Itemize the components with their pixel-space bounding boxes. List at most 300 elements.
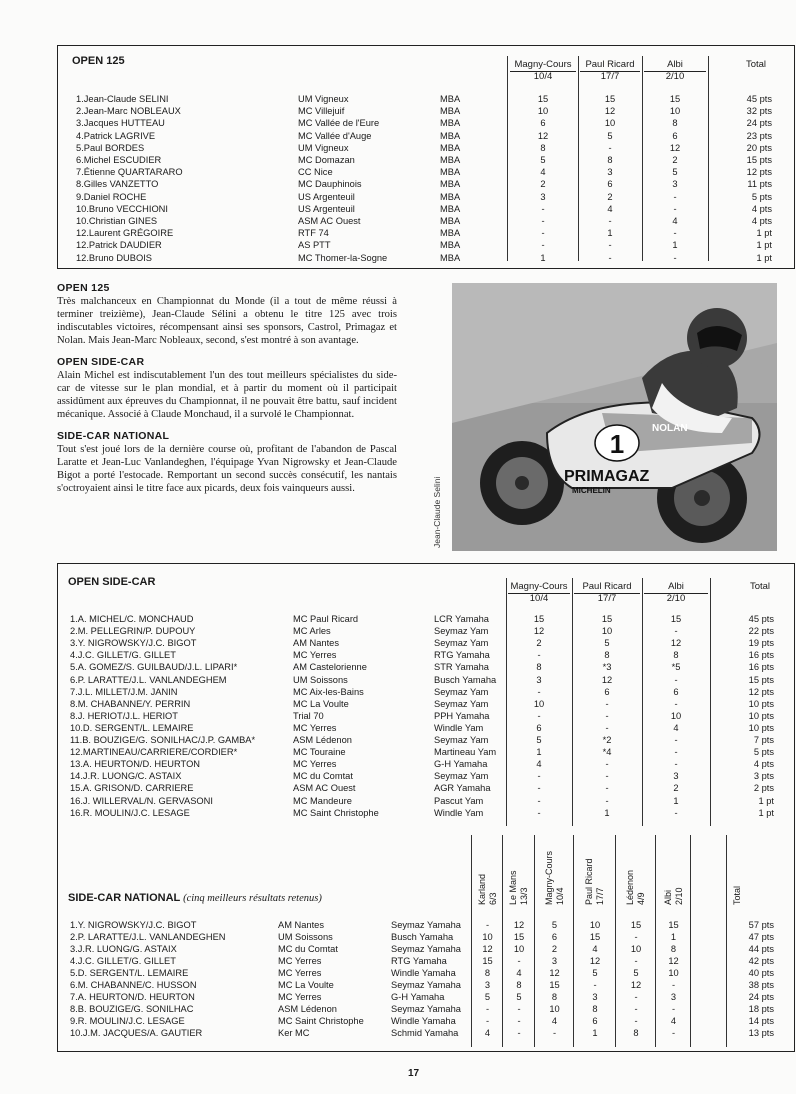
machine-name: AGR Yamaha bbox=[434, 783, 491, 794]
result-paul-ricard: 6 bbox=[607, 179, 613, 190]
total-points: 4 pts bbox=[753, 759, 774, 770]
round-result: 4 bbox=[516, 968, 522, 978]
club-name: MC Yerres bbox=[278, 992, 322, 1002]
article-heading-open-sidecar: OPEN SIDE-CAR bbox=[57, 356, 145, 368]
round-result: 3 bbox=[592, 992, 598, 1002]
column-header-top: Albi bbox=[662, 889, 673, 905]
result-paul-ricard: - bbox=[605, 698, 609, 709]
result-albi: 3 bbox=[672, 179, 678, 190]
club-name: MC Saint Christophe bbox=[293, 807, 379, 818]
result-paul-ricard: - bbox=[608, 142, 612, 153]
total-points: 13 pts bbox=[748, 1028, 774, 1038]
column-header-top: Paul Ricard bbox=[584, 858, 594, 905]
table-row bbox=[58, 1003, 794, 1015]
club-name: MC Yerres bbox=[293, 650, 337, 661]
result-magny-cours: 2 bbox=[536, 638, 542, 649]
crew-names: 10.J.M. JACQUES/A. GAUTIER bbox=[70, 1028, 203, 1038]
crew-names: 11.B. BOUZIGE/G. SONILHAC/J.P. GAMBA* bbox=[70, 735, 256, 745]
total-points: 1 pt bbox=[758, 807, 774, 818]
round-result: 10 bbox=[513, 944, 525, 954]
table-row bbox=[58, 955, 794, 967]
table-row bbox=[58, 203, 794, 215]
column-header-bottom: 6/3 bbox=[487, 892, 498, 905]
result-paul-ricard: 3 bbox=[607, 167, 613, 178]
result-paul-ricard: 12 bbox=[601, 674, 613, 685]
table-row bbox=[58, 710, 794, 722]
result-albi: 2 bbox=[672, 155, 678, 165]
crew-names: 6.M. CHABANNE/C. HUSSON bbox=[70, 980, 197, 990]
machine-name: Martineau Yam bbox=[434, 747, 497, 758]
result-albi: - bbox=[674, 807, 678, 818]
open-sidecar-table bbox=[57, 563, 795, 831]
machine-name: Busch Yamaha bbox=[434, 674, 497, 685]
result-magny-cours: 12 bbox=[533, 626, 545, 637]
club-name: US Argenteuil bbox=[298, 191, 355, 202]
result-magny-cours: - bbox=[537, 710, 541, 721]
total-points: 15 pts bbox=[748, 674, 774, 685]
rider-name: 4.Patrick LAGRIVE bbox=[76, 130, 156, 141]
result-magny-cours: 5 bbox=[536, 735, 542, 745]
result-paul-ricard: *4 bbox=[602, 747, 612, 758]
total-points: 20 pts bbox=[746, 142, 772, 153]
table-row bbox=[58, 105, 794, 117]
round-result: 10 bbox=[668, 968, 679, 978]
total-points: 3 pts bbox=[753, 771, 774, 782]
column-header-top: Total bbox=[732, 885, 742, 905]
total-points: 47 pts bbox=[748, 932, 774, 942]
result-albi: 10 bbox=[669, 106, 681, 117]
table-row bbox=[58, 782, 794, 794]
table-row bbox=[58, 770, 794, 782]
column-header bbox=[508, 582, 570, 604]
rider-name: 10.Bruno VECCHIONI bbox=[76, 203, 168, 214]
rider-name: 3.Jacques HUTTEAU bbox=[76, 118, 165, 129]
table-row bbox=[58, 142, 794, 154]
result-albi: 15 bbox=[669, 94, 681, 104]
machine-name: Seymaz Yam bbox=[434, 771, 489, 782]
round-result: - bbox=[485, 1004, 490, 1014]
club-name: UM Vigneux bbox=[298, 142, 349, 153]
table-row bbox=[58, 931, 794, 943]
table-row bbox=[58, 758, 794, 770]
round-result: 15 bbox=[668, 920, 679, 930]
result-albi: *5 bbox=[671, 662, 681, 673]
column-header-top: Magny-Cours bbox=[543, 850, 554, 905]
table-row bbox=[58, 979, 794, 991]
bike-name: MBA bbox=[440, 252, 461, 263]
column-header bbox=[644, 60, 706, 82]
result-paul-ricard: - bbox=[605, 722, 609, 733]
round-result: 5 bbox=[516, 992, 522, 1002]
bike-name: MBA bbox=[440, 240, 461, 251]
table-row bbox=[58, 252, 794, 264]
club-name: MC Villejuif bbox=[298, 106, 345, 117]
result-magny-cours: 15 bbox=[533, 614, 545, 624]
result-magny-cours: 8 bbox=[536, 662, 542, 673]
total-points: 16 pts bbox=[748, 662, 774, 673]
result-magny-cours: 12 bbox=[537, 130, 549, 141]
column-header-bottom: 2/10 bbox=[666, 593, 686, 604]
round-result: 10 bbox=[589, 920, 601, 930]
total-points: 5 pts bbox=[753, 747, 774, 758]
round-result: 8 bbox=[670, 944, 677, 954]
machine-name: Seymaz Yam bbox=[434, 638, 489, 649]
result-magny-cours: 6 bbox=[536, 722, 542, 733]
table-row bbox=[58, 967, 794, 979]
result-albi: - bbox=[674, 747, 678, 758]
result-albi: 2 bbox=[673, 783, 679, 794]
result-paul-ricard: *2 bbox=[602, 735, 612, 745]
round-result: 8 bbox=[551, 992, 558, 1002]
result-magny-cours: 4 bbox=[540, 167, 546, 178]
table-row bbox=[58, 807, 794, 819]
round-result: 4 bbox=[484, 1028, 491, 1038]
national-sidecar-title bbox=[68, 892, 322, 904]
crew-names: 16.J. WILLERVAL/N. GERVASONI bbox=[70, 795, 213, 806]
column-header bbox=[510, 60, 576, 82]
result-albi: 1 bbox=[673, 795, 679, 806]
column-header-bottom: 4/9 bbox=[636, 892, 646, 905]
bike-name: MBA bbox=[440, 191, 461, 202]
machine-name: G-H Yamaha bbox=[391, 992, 445, 1002]
result-paul-ricard: 10 bbox=[601, 626, 613, 637]
fairing-number: 1 bbox=[609, 429, 625, 459]
total-points: 40 pts bbox=[748, 968, 774, 978]
round-result: 8 bbox=[516, 980, 522, 990]
round-result: 15 bbox=[630, 920, 642, 930]
rider-name: 12.Patrick DAUDIER bbox=[76, 240, 162, 251]
open125-table bbox=[57, 45, 795, 269]
bike-name: MBA bbox=[440, 179, 461, 190]
result-magny-cours: 10 bbox=[537, 106, 549, 117]
round-result: 3 bbox=[670, 992, 677, 1002]
round-result: 8 bbox=[633, 1028, 639, 1038]
column-header-bottom: 17/7 bbox=[600, 71, 620, 82]
total-points: 19 pts bbox=[748, 638, 774, 649]
total-points: 45 pts bbox=[748, 614, 774, 624]
result-magny-cours: 1 bbox=[536, 747, 542, 758]
table-row bbox=[58, 698, 794, 710]
machine-name: STR Yamaha bbox=[434, 662, 489, 673]
rider-name: 10.Christian GINES bbox=[76, 216, 158, 226]
result-albi: 1 bbox=[672, 240, 678, 251]
article-heading-national-sidecar: SIDE-CAR NATIONAL bbox=[57, 430, 170, 442]
result-paul-ricard: 15 bbox=[604, 94, 616, 104]
crew-names: 15.A. GRISON/D. CARRIERE bbox=[70, 783, 194, 794]
round-result: - bbox=[671, 1028, 676, 1038]
result-magny-cours: 15 bbox=[537, 94, 549, 104]
total-points: 10 pts bbox=[748, 710, 774, 721]
column-header-top: Paul Ricard bbox=[580, 60, 640, 72]
crew-names: 9.R. MOULIN/J.C. LESAGE bbox=[70, 1016, 185, 1026]
round-result: - bbox=[671, 980, 676, 990]
column-header-top: Paul Ricard bbox=[574, 582, 640, 594]
result-albi: - bbox=[673, 191, 677, 202]
machine-name: RTG Yamaha bbox=[391, 956, 447, 966]
machine-name: Seymaz Yamaha bbox=[391, 920, 461, 930]
club-name: MC Domazan bbox=[298, 155, 355, 165]
round-result: 8 bbox=[592, 1004, 598, 1014]
club-name: MC Dauphinois bbox=[298, 179, 362, 190]
result-paul-ricard: - bbox=[605, 759, 609, 770]
total-points: 24 pts bbox=[746, 118, 772, 129]
column-header-top: Karland bbox=[476, 873, 487, 905]
round-result: - bbox=[485, 1016, 490, 1026]
round-result: 5 bbox=[592, 968, 598, 978]
column-header-top: Albi bbox=[644, 60, 706, 72]
crew-names: 10.D. SERGENT/L. LEMAIRE bbox=[70, 722, 194, 733]
table-row bbox=[58, 227, 794, 239]
total-points: 45 pts bbox=[746, 94, 772, 104]
column-header-bottom: 17/7 bbox=[597, 593, 617, 604]
round-result: 5 bbox=[551, 920, 558, 930]
table-row bbox=[58, 746, 794, 758]
national-sidecar-title-text: SIDE-CAR NATIONAL bbox=[68, 892, 181, 904]
result-paul-ricard: 8 bbox=[604, 650, 610, 661]
result-albi: - bbox=[673, 203, 677, 214]
club-name: MC Vallée de l'Eure bbox=[298, 118, 380, 129]
column-header-bottom: 10/4 bbox=[529, 593, 549, 604]
article-paragraph-open-sidecar: Alain Michel est indiscutablement l'un des tout meilleurs spécialistes du side-car de vitesse sur le plan mondial, et à partir du moment où il participait assidûment aux épreuves du Championnat, il ne pouvait être battu, sauf incident mécanique. Associé à Claude Monchaud, il a survolé le Championnat. bbox=[57, 370, 397, 420]
rider-name: 5.Paul BORDES bbox=[76, 142, 145, 153]
machine-name: Seymaz Yamaha bbox=[391, 944, 461, 954]
club-name: MC du Comtat bbox=[293, 771, 353, 782]
column-header-bottom: 13/3 bbox=[519, 887, 529, 905]
fairing-brand: NOLAN bbox=[652, 423, 688, 434]
total-points: 16 pts bbox=[748, 650, 774, 661]
table-row bbox=[58, 649, 794, 661]
club-name: UM Vigneux bbox=[298, 94, 349, 104]
machine-name: Seymaz Yamaha bbox=[391, 1004, 461, 1014]
bike-name: MBA bbox=[440, 130, 461, 141]
result-albi: 6 bbox=[673, 686, 679, 697]
round-result: 8 bbox=[484, 968, 491, 978]
total-points: 4 pts bbox=[751, 216, 772, 226]
round-result: 6 bbox=[592, 1016, 598, 1026]
club-name: MC Paul Ricard bbox=[293, 614, 359, 624]
machine-name: G-H Yamaha bbox=[434, 759, 488, 770]
result-albi: 15 bbox=[670, 614, 682, 624]
result-albi: 10 bbox=[670, 710, 682, 721]
result-magny-cours: - bbox=[537, 807, 541, 818]
column-header bbox=[580, 60, 640, 82]
round-result: - bbox=[634, 932, 638, 942]
column-header-top: Total bbox=[745, 59, 767, 70]
table-row bbox=[58, 178, 794, 190]
round-result: 15 bbox=[482, 956, 493, 966]
table-row bbox=[58, 215, 794, 227]
machine-name: Pascut Yam bbox=[434, 795, 484, 806]
round-result: 3 bbox=[551, 956, 558, 966]
club-name: MC Thomer-la-Sogne bbox=[298, 252, 388, 263]
result-albi: - bbox=[674, 626, 678, 637]
result-paul-ricard: 6 bbox=[604, 686, 610, 697]
crew-names: 13.A. HEURTON/D. HEURTON bbox=[70, 759, 201, 770]
table-row bbox=[58, 919, 794, 931]
open125-title: OPEN 125 bbox=[72, 55, 125, 67]
round-result: 4 bbox=[592, 944, 598, 954]
round-result: 6 bbox=[551, 932, 558, 942]
result-paul-ricard: - bbox=[605, 783, 609, 794]
result-paul-ricard: - bbox=[605, 710, 609, 721]
club-name: AM Nantes bbox=[278, 920, 324, 930]
crew-names: 3.J.R. LUONG/G. ASTAIX bbox=[70, 944, 177, 954]
round-result: 1 bbox=[670, 932, 677, 942]
crew-names: 3.Y. NIGROWSKY/J.C. BIGOT bbox=[70, 638, 197, 649]
crew-names: 8.B. BOUZIGE/G. SONILHAC bbox=[70, 1004, 194, 1014]
page-number: 17 bbox=[408, 1068, 420, 1079]
result-magny-cours: - bbox=[537, 783, 541, 794]
club-name: MC Yerres bbox=[278, 968, 322, 978]
club-name: MC Mandeure bbox=[293, 795, 352, 806]
result-albi: 4 bbox=[672, 216, 678, 226]
result-albi: 3 bbox=[673, 771, 679, 782]
result-albi: 8 bbox=[673, 650, 679, 661]
round-result: - bbox=[634, 1004, 638, 1014]
rider-name: 2.Jean-Marc NOBLEAUX bbox=[76, 106, 181, 117]
result-magny-cours: 4 bbox=[536, 759, 542, 770]
club-name: MC Yerres bbox=[293, 759, 337, 770]
club-name: MC Yerres bbox=[278, 956, 322, 966]
round-result: - bbox=[593, 980, 597, 990]
result-paul-ricard: - bbox=[605, 771, 609, 782]
machine-name: Seymaz Yam bbox=[434, 686, 489, 697]
club-name: AM Castelorienne bbox=[293, 662, 367, 673]
column-header-top: Albi bbox=[644, 582, 708, 594]
result-albi: - bbox=[673, 252, 677, 263]
club-name: AM Nantes bbox=[293, 638, 339, 649]
result-magny-cours: 3 bbox=[540, 191, 546, 202]
machine-name: Windle Yam bbox=[434, 722, 484, 733]
result-paul-ricard: - bbox=[605, 795, 609, 806]
result-albi: 12 bbox=[670, 638, 682, 649]
club-name: MC Saint Christophe bbox=[278, 1016, 364, 1026]
photo-caption: Jean-Claude Selini bbox=[432, 476, 442, 548]
round-result: - bbox=[552, 1028, 557, 1038]
result-magny-cours: - bbox=[541, 228, 545, 239]
result-magny-cours: - bbox=[541, 240, 545, 251]
result-paul-ricard: 4 bbox=[607, 203, 613, 214]
machine-name: Windle Yamaha bbox=[391, 1016, 456, 1026]
total-points: 4 pts bbox=[751, 203, 772, 214]
round-result: - bbox=[671, 1004, 676, 1014]
table-row bbox=[58, 661, 794, 673]
club-name: MC Vallée d'Auge bbox=[298, 130, 372, 141]
crew-names: 7.A. HEURTON/D. HEURTON bbox=[70, 992, 195, 1002]
table-row bbox=[58, 613, 794, 625]
result-magny-cours: - bbox=[537, 771, 541, 782]
table-row bbox=[58, 191, 794, 203]
result-paul-ricard: *3 bbox=[602, 662, 612, 673]
crew-names: 4.J.C. GILLET/G. GILLET bbox=[70, 650, 176, 661]
round-result: - bbox=[634, 992, 638, 1002]
column-header-top: Lédenon bbox=[625, 869, 635, 905]
total-points: 44 pts bbox=[748, 944, 774, 954]
club-name: UM Soissons bbox=[293, 674, 348, 685]
column-header-bottom: 10/4 bbox=[533, 71, 553, 82]
rider-name: 1.Jean-Claude SELINI bbox=[76, 94, 169, 104]
article-text bbox=[57, 282, 397, 495]
bike-name: MBA bbox=[440, 155, 461, 165]
total-points: 10 pts bbox=[748, 722, 774, 733]
result-magny-cours: - bbox=[537, 650, 541, 661]
round-result: - bbox=[634, 1016, 638, 1026]
club-name: UM Soissons bbox=[278, 932, 333, 942]
table-row bbox=[58, 625, 794, 637]
crew-names: 14.J.R. LUONG/C. ASTAIX bbox=[70, 771, 182, 782]
rider-name: 8.Gilles VANZETTO bbox=[76, 179, 159, 190]
table-row bbox=[58, 239, 794, 251]
total-points: 42 pts bbox=[748, 956, 774, 966]
machine-name: Busch Yamaha bbox=[391, 932, 454, 942]
round-result: 12 bbox=[482, 944, 493, 954]
bike-name: MBA bbox=[440, 203, 461, 214]
total-points: 1 pt bbox=[758, 795, 774, 806]
rider-name: 9.Daniel ROCHE bbox=[76, 191, 147, 202]
result-paul-ricard: 2 bbox=[607, 191, 613, 202]
table-row bbox=[58, 1027, 794, 1039]
table-row bbox=[58, 991, 794, 1003]
club-name: MC La Voulte bbox=[278, 980, 334, 990]
round-result: 10 bbox=[549, 1004, 560, 1014]
rider-name: 6.Michel ESCUDIER bbox=[76, 155, 162, 165]
fairing-sub-sponsor: MICHELIN bbox=[572, 486, 611, 495]
result-magny-cours: 10 bbox=[533, 698, 545, 709]
column-header-bottom: 2/10 bbox=[673, 887, 684, 905]
round-result: 5 bbox=[633, 968, 639, 978]
round-result: 12 bbox=[549, 968, 560, 978]
machine-name: Seymaz Yamaha bbox=[391, 980, 461, 990]
bike-name: MBA bbox=[440, 167, 461, 178]
round-result: 5 bbox=[484, 992, 491, 1002]
result-magny-cours: 5 bbox=[540, 155, 546, 165]
club-name: Trial 70 bbox=[293, 710, 324, 721]
result-albi: 12 bbox=[669, 142, 681, 153]
club-name: MC Touraine bbox=[293, 747, 346, 758]
result-paul-ricard: 1 bbox=[604, 807, 610, 818]
round-result: - bbox=[485, 920, 490, 930]
result-magny-cours: 8 bbox=[540, 142, 546, 153]
total-points: 5 pts bbox=[751, 191, 772, 202]
round-result: 12 bbox=[513, 920, 525, 930]
machine-name: Seymaz Yam bbox=[434, 626, 489, 637]
result-magny-cours: - bbox=[537, 795, 541, 806]
machine-name: Schmid Yamaha bbox=[391, 1028, 459, 1038]
result-paul-ricard: 10 bbox=[604, 118, 616, 129]
round-result: 4 bbox=[670, 1016, 677, 1026]
crew-names: 4.J.C. GILLET/G. GILLET bbox=[70, 956, 176, 966]
table-row bbox=[58, 795, 794, 807]
total-points: 32 pts bbox=[746, 106, 772, 117]
total-points: 57 pts bbox=[748, 920, 774, 930]
column-header-bottom: 17/7 bbox=[595, 887, 605, 905]
crew-names: 12.MARTINEAU/CARRIERE/CORDIER* bbox=[70, 747, 238, 758]
result-paul-ricard: - bbox=[608, 216, 612, 226]
result-albi: - bbox=[674, 674, 678, 685]
result-albi: 6 bbox=[672, 130, 678, 141]
bike-name: MBA bbox=[440, 94, 461, 104]
result-paul-ricard: - bbox=[608, 240, 612, 251]
column-header-top: Magny-Cours bbox=[510, 60, 576, 72]
crew-names: 8.M. CHABANNE/Y. PERRIN bbox=[70, 698, 191, 709]
table-row bbox=[58, 93, 794, 105]
bike-name: MBA bbox=[440, 142, 461, 153]
result-magny-cours: 1 bbox=[540, 252, 546, 263]
result-albi: - bbox=[674, 698, 678, 709]
round-result: 15 bbox=[513, 932, 525, 942]
column-header-top: Total bbox=[749, 581, 771, 592]
fairing-sponsor: PRIMAGAZ bbox=[564, 468, 650, 485]
